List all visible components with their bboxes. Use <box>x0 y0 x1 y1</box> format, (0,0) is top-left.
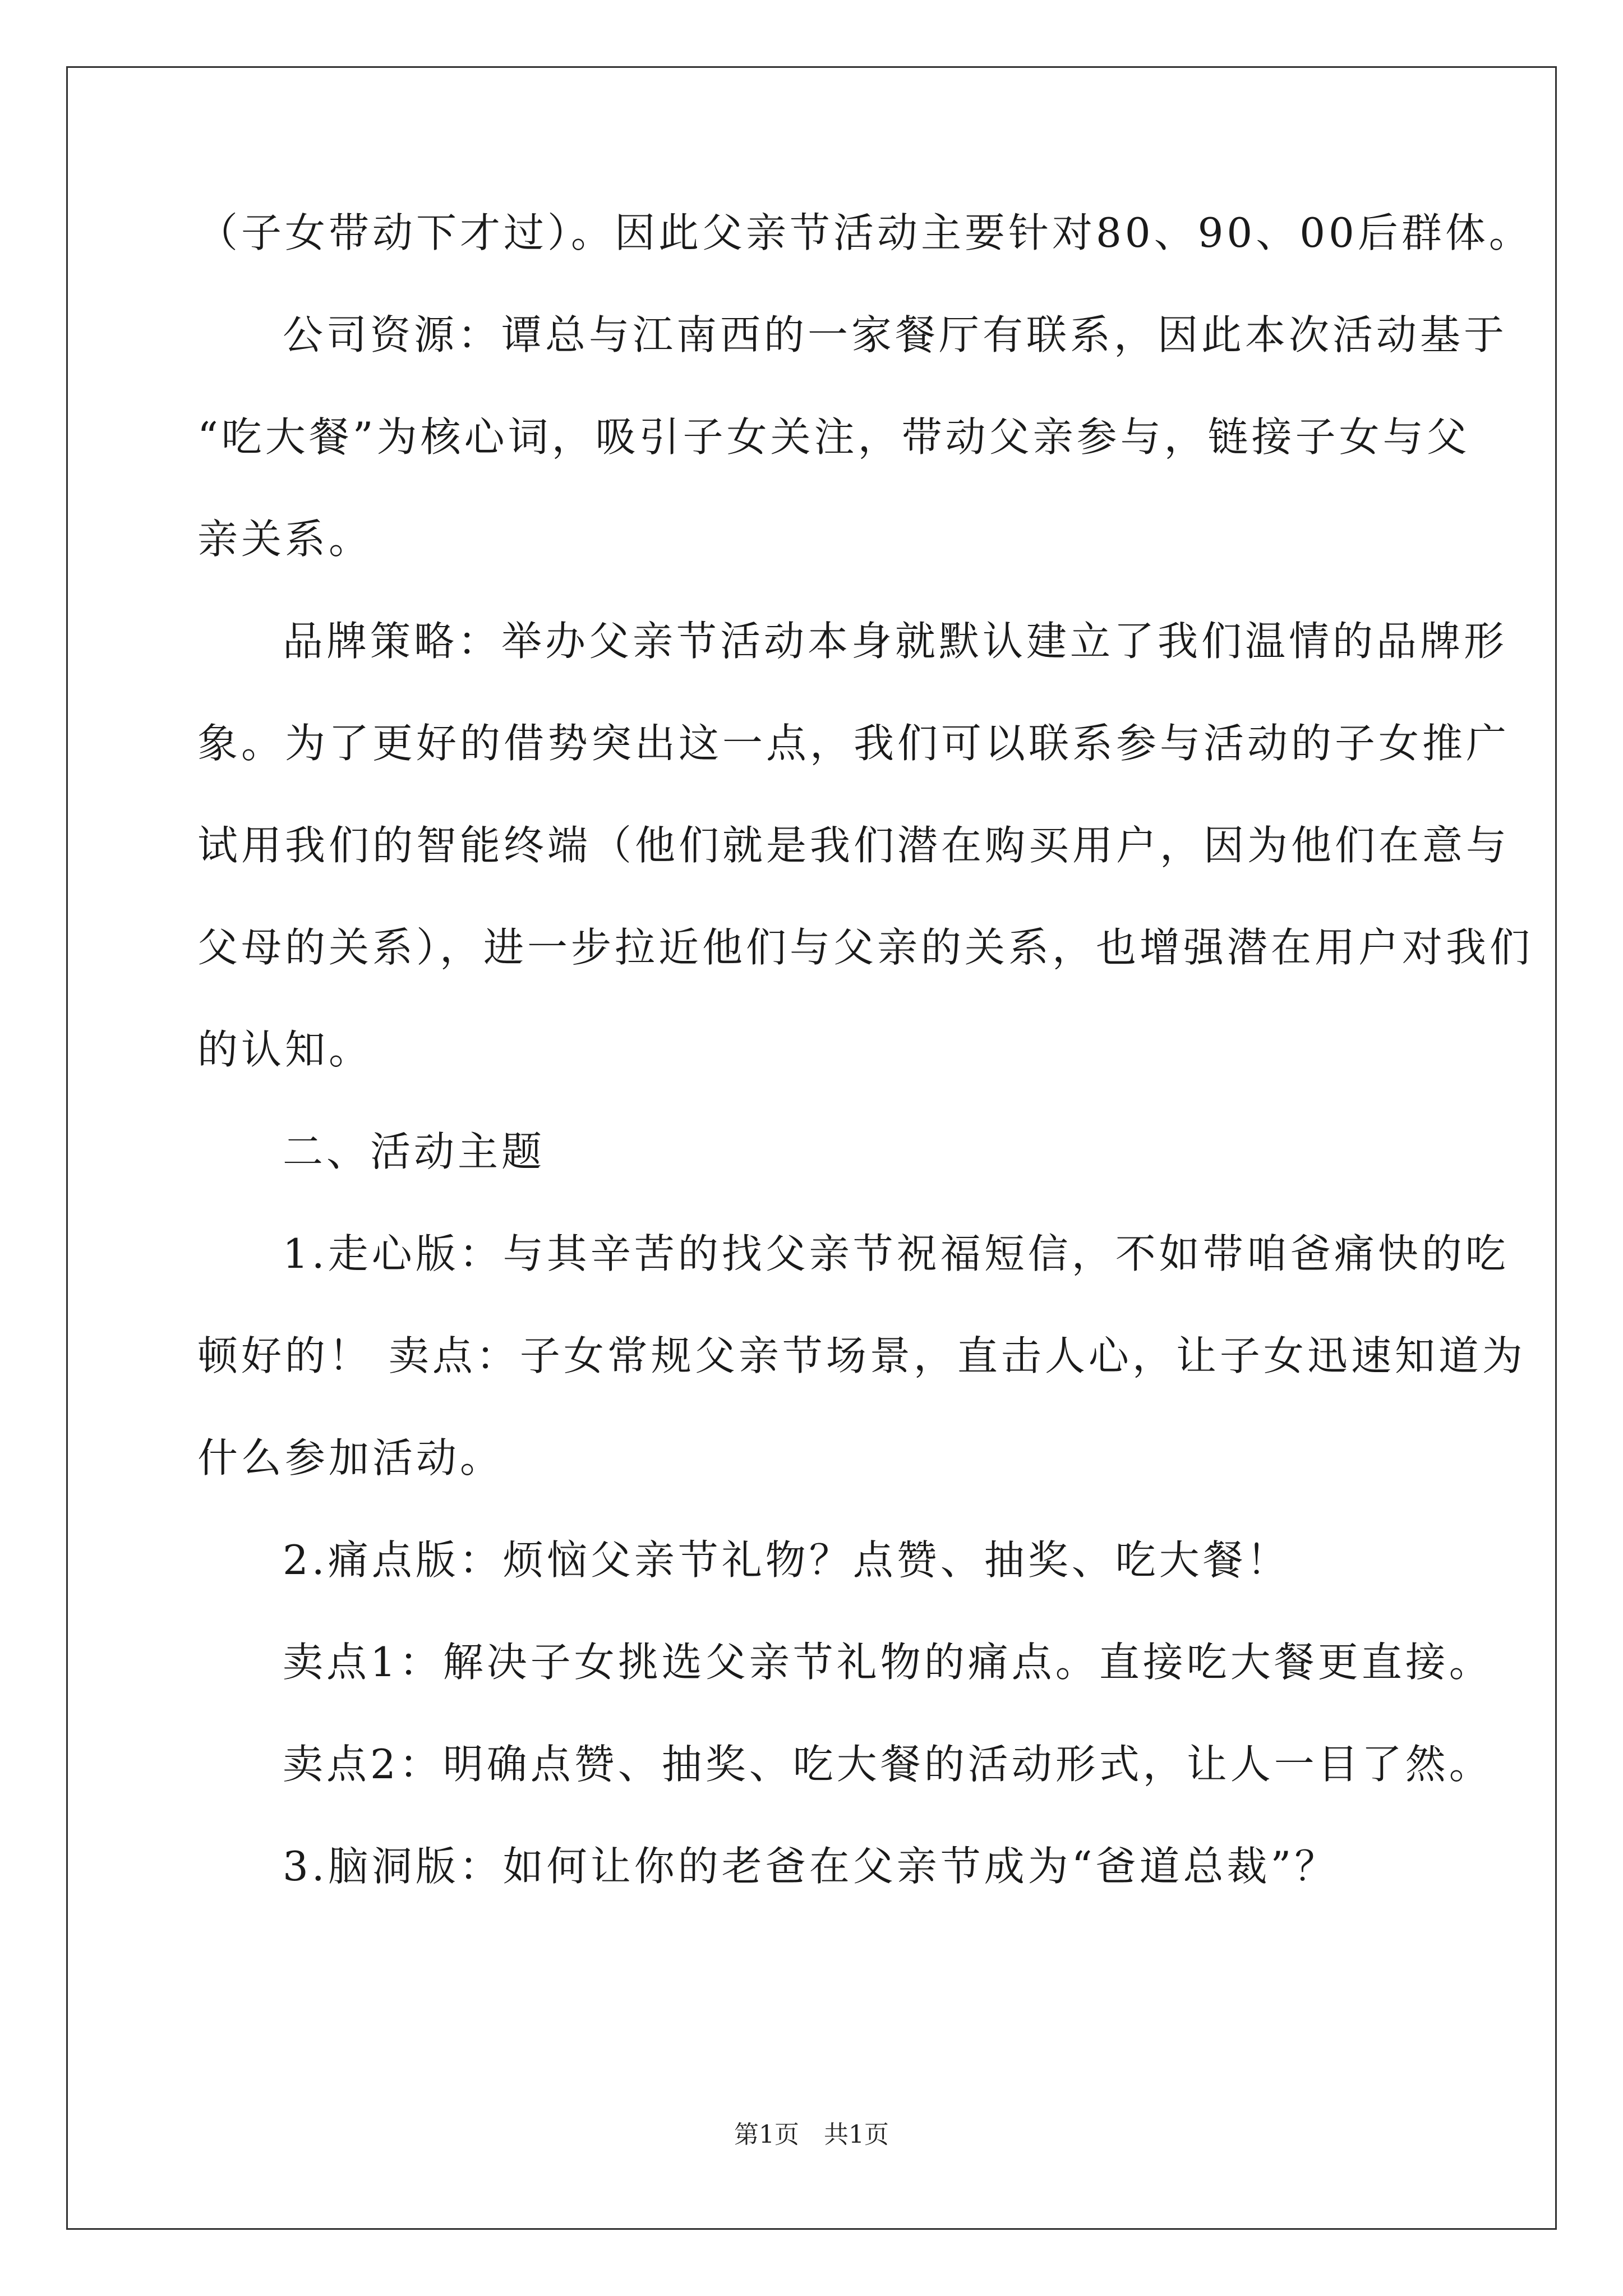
paragraph-line: 父母的关系），进一步拉近他们与父亲的关系，也增强潜在用户对我们 <box>197 924 1534 971</box>
paragraph-line: 亲关系。 <box>197 516 373 563</box>
document-body <box>197 206 1534 1893</box>
paragraph-line: 卖点1：解决子女挑选父亲节礼物的痛点。直接吃大餐更直接。 <box>283 1639 1493 1686</box>
paragraph-line: 卖点2：明确点赞、抽奖、吃大餐的活动形式，让人一目了然。 <box>283 1741 1493 1788</box>
paragraph-line: （子女带动下才过）。因此父亲节活动主要针对80、90、00后群体。 <box>197 209 1533 256</box>
paragraph-line: 的认知。 <box>197 1026 373 1073</box>
paragraph-line: 3.脑洞版：如何让你的老爸在父亲节成为“爸道总裁”？ <box>283 1843 1339 1890</box>
paragraph-line: 象。为了更好的借势突出这一点，我们可以联系参与活动的子女推广 <box>197 720 1510 767</box>
paragraph-line: 什么参加活动。 <box>197 1434 504 1481</box>
page-number-footer: 第1页 共1页 <box>734 2120 889 2149</box>
paragraph-line: 公司资源：谭总与江南西的一家餐厅有联系，因此本次活动基于 <box>283 311 1508 358</box>
paragraph-line: 品牌策略：举办父亲节活动本身就默认建立了我们温情的品牌形 <box>283 618 1508 665</box>
section-heading: 二、活动主题 <box>283 1128 546 1175</box>
paragraph-line: 顿好的！ 卖点：子女常规父亲节场景，直击人心，让子女迅速知道为 <box>197 1332 1526 1379</box>
paragraph-line: 试用我们的智能终端（他们就是我们潜在购买用户，因为他们在意与 <box>197 822 1510 869</box>
paragraph-line: “吃大餐”为核心词，吸引子女关注，带动父亲参与，链接子女与父 <box>197 413 1470 461</box>
paragraph-line: 1.走心版：与其辛苦的找父亲节祝福短信，不如带咱爸痛快的吃 <box>283 1230 1509 1277</box>
paragraph-line: 2.痛点版：烦恼父亲节礼物？点赞、抽奖、吃大餐！ <box>283 1536 1290 1584</box>
